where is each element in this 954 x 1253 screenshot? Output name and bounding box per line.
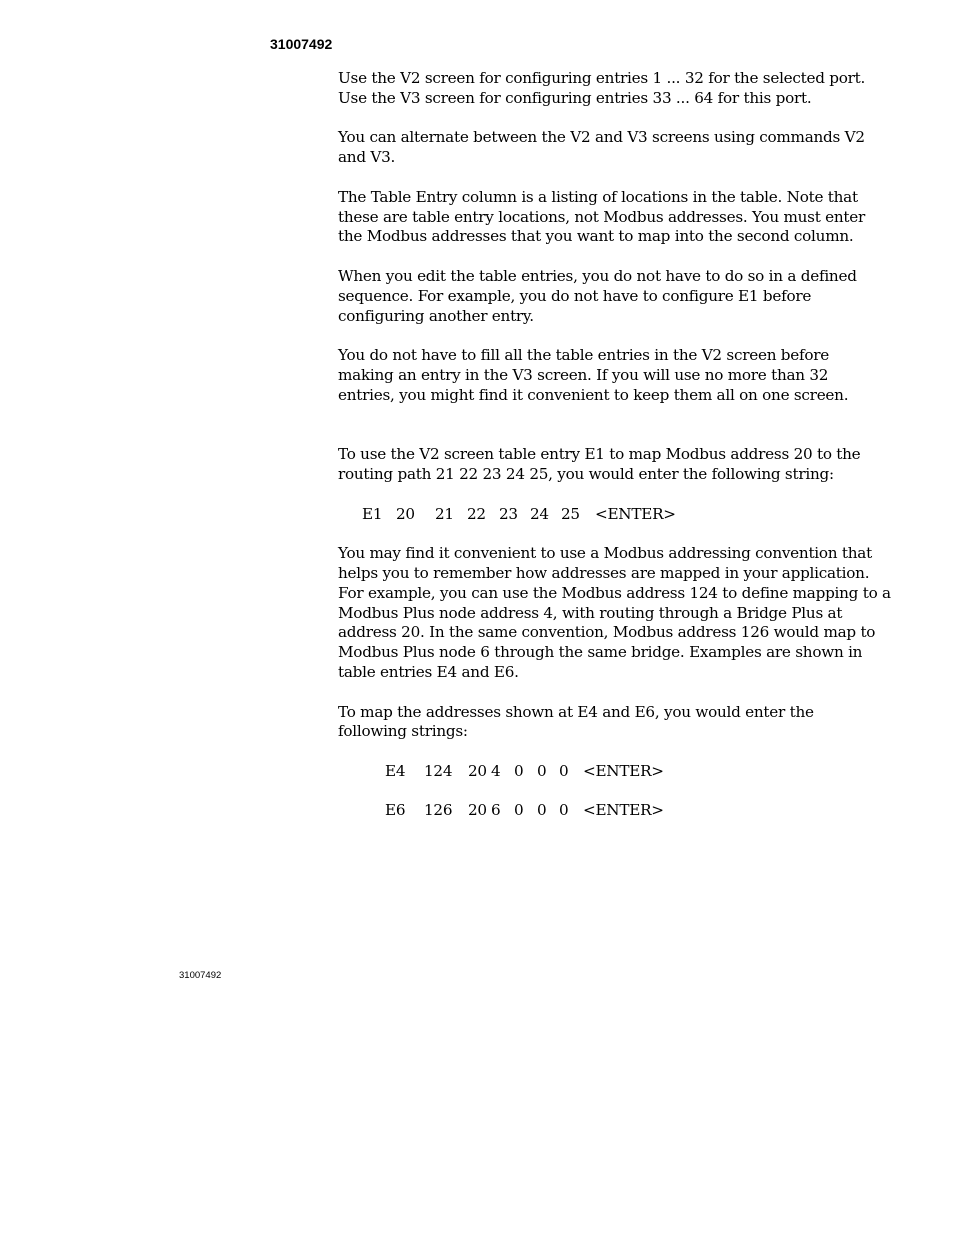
text-line: making an entry in the V3 screen. If you will use no more than 32 bbox=[338, 365, 829, 384]
footer-doc-id: 31007492 bbox=[179, 970, 222, 981]
text-line: Use the V3 screen for configuring entries 33 ... 64 for this port. bbox=[338, 88, 812, 107]
command-token: <ENTER> bbox=[595, 504, 676, 523]
text-line: table entries E4 and E6. bbox=[338, 662, 519, 681]
header-doc-id: 31007492 bbox=[270, 36, 333, 52]
command-token: 20 bbox=[468, 761, 487, 780]
command-string-e6 bbox=[338, 801, 898, 821]
text-line: these are table entry locations, not Modbus addresses. You must enter bbox=[338, 207, 866, 226]
text-line: helps you to remember how addresses are mapped in your application. bbox=[338, 563, 870, 582]
paragraph-fill-entries bbox=[338, 346, 898, 405]
command-token: E4 bbox=[385, 761, 406, 780]
command-token: 0 bbox=[514, 801, 524, 820]
text-line: the Modbus addresses that you want to map into the second column. bbox=[338, 227, 854, 246]
paragraph-table-entry-column bbox=[338, 188, 898, 247]
command-token: 126 bbox=[424, 801, 453, 820]
command-token: 0 bbox=[514, 761, 524, 780]
command-token: E6 bbox=[385, 801, 406, 820]
command-token: 20 bbox=[468, 801, 487, 820]
text-line: The Table Entry column is a listing of locations in the table. Note that bbox=[338, 187, 858, 206]
text-line: You may find it convenient to use a Modbus addressing convention that bbox=[338, 544, 872, 563]
command-string-e4 bbox=[338, 762, 898, 782]
command-token: <ENTER> bbox=[583, 761, 664, 780]
text-line: Modbus Plus node address 4, with routing through a Bridge Plus at bbox=[338, 603, 843, 622]
command-token: 0 bbox=[537, 801, 547, 820]
command-string-e1 bbox=[338, 505, 898, 525]
text-line: You do not have to fill all the table entries in the V2 screen before bbox=[338, 346, 830, 365]
command-token: 4 bbox=[491, 761, 501, 780]
text-line: routing path 21 22 23 24 25, you would enter the following string: bbox=[338, 464, 834, 483]
text-line: You can alternate between the V2 and V3 screens using commands V2 bbox=[338, 128, 865, 147]
text-line: and V3. bbox=[338, 148, 396, 167]
command-token: 21 bbox=[435, 504, 454, 523]
text-line: Modbus Plus node 6 through the same bridge. Examples are shown in bbox=[338, 643, 863, 662]
command-token: 24 bbox=[530, 504, 549, 523]
command-token: 23 bbox=[499, 504, 518, 523]
command-token: 0 bbox=[559, 761, 569, 780]
text-line: sequence. For example, you do not have to configure E1 before bbox=[338, 286, 812, 305]
paragraph-addressing-convention bbox=[338, 544, 898, 683]
command-token: E1 bbox=[362, 504, 383, 523]
paragraph-map-e4-e6 bbox=[338, 703, 898, 743]
command-token: 6 bbox=[491, 801, 501, 820]
text-line: When you edit the table entries, you do not have to do so in a defined bbox=[338, 266, 857, 285]
body-text bbox=[338, 69, 898, 841]
command-token: 124 bbox=[424, 761, 453, 780]
paragraph-v2-v3-ranges bbox=[338, 69, 898, 109]
command-token: 20 bbox=[396, 504, 415, 523]
command-token: 22 bbox=[467, 504, 486, 523]
text-line: configuring another entry. bbox=[338, 306, 534, 325]
paragraph-e1-example bbox=[338, 445, 898, 485]
text-line: following strings: bbox=[338, 722, 468, 741]
command-token: 25 bbox=[561, 504, 580, 523]
text-line: To use the V2 screen table entry E1 to map Modbus address 20 to the bbox=[338, 445, 861, 464]
text-line: For example, you can use the Modbus address 124 to define mapping to a bbox=[338, 583, 891, 602]
paragraph-edit-sequence bbox=[338, 267, 898, 326]
command-token: <ENTER> bbox=[583, 801, 664, 820]
command-token: 0 bbox=[559, 801, 569, 820]
paragraph-alternate-screens bbox=[338, 128, 898, 168]
text-line: address 20. In the same convention, Modbus address 126 would map to bbox=[338, 623, 876, 642]
text-line: To map the addresses shown at E4 and E6, you would enter the bbox=[338, 702, 814, 721]
command-token: 0 bbox=[537, 761, 547, 780]
text-line: Use the V2 screen for configuring entries 1 ... 32 for the selected port. bbox=[338, 69, 866, 87]
text-line: entries, you might find it convenient to keep them all on one screen. bbox=[338, 385, 849, 404]
